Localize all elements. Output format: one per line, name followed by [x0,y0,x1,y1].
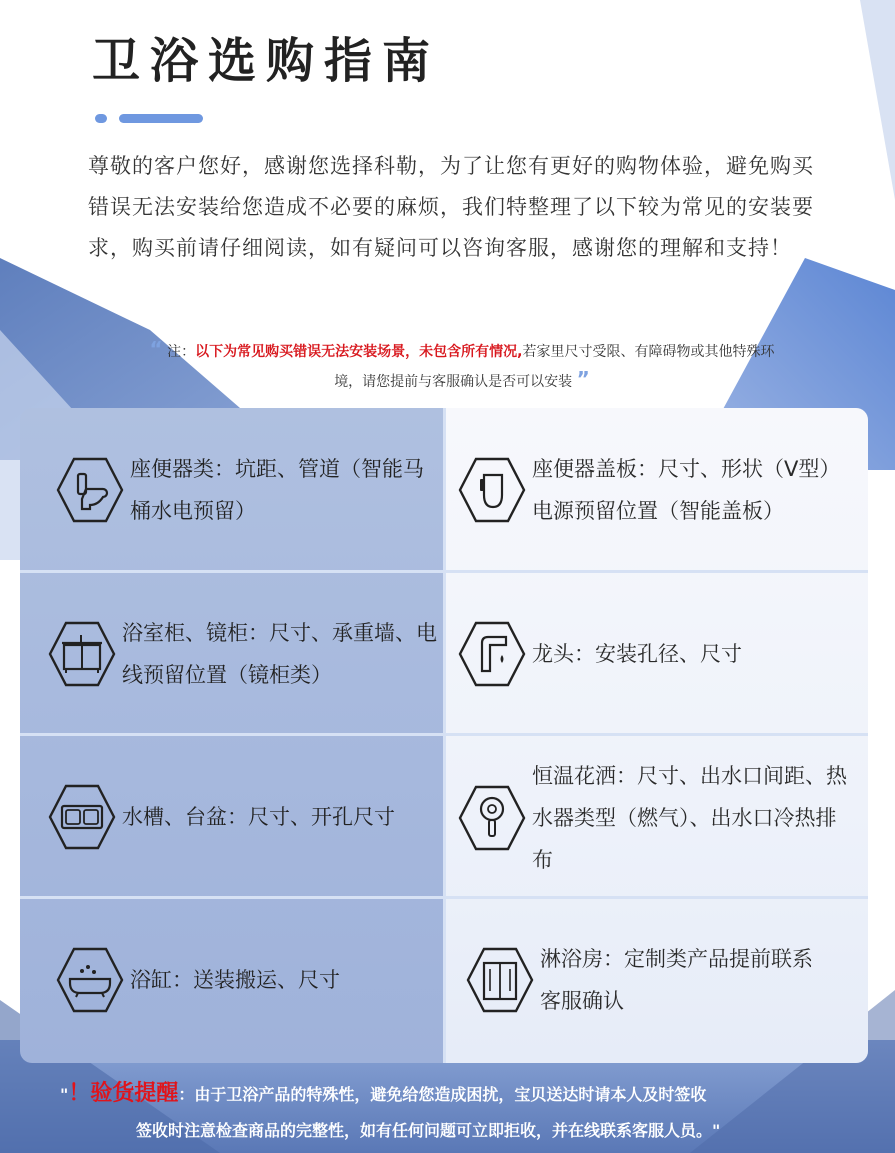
note-highlight: 以下为常见购买错误无法安装场景，未包含所有情况, [195,344,523,360]
card-text: 恒温花洒：尺寸、出水口间距、热水器类型（燃气）、出水口冷热排布 [532,764,847,872]
inspection-reminder [60,1076,890,1149]
page-title: 卫浴选购指南 [92,33,441,89]
card-text: 淋浴房：定制类产品提前联系客服确认 [540,947,813,1013]
faucet-icon [458,621,526,687]
card-shower-head [458,748,860,888]
card-text: 座便器类：坑距、管道（智能马桶水电预留） [130,457,424,523]
card-toilet-seat-cover [458,442,860,538]
grid-divider [20,570,868,573]
install-requirements-grid [20,408,868,1063]
card-text: 龙头：安装孔径、尺寸 [532,642,742,666]
footer-close-quote: " [712,1121,721,1140]
card-sink [48,769,440,865]
grid-divider [20,896,868,899]
open-quote-mark: “ [149,337,163,361]
card-bathtub [56,932,436,1028]
footer-line1: ：由于卫浴产品的特殊性，避免给您造成困扰，宝贝送达时请本人及时签收 [178,1085,707,1104]
card-faucet [458,606,860,702]
card-text: 浴室柜、镜柜：尺寸、承重墙、电线预留位置（镜柜类） [122,621,437,687]
note-label: 注： [167,344,196,360]
card-bathroom-cabinet [48,606,440,702]
card-text: 座便器盖板：尺寸、形状（V型）电源预留位置（智能盖板） [532,457,841,523]
bathtub-icon [56,947,124,1013]
intro-paragraph: 尊敬的客户您好，感谢您选择科勒，为了让您有更好的购物体验，避免购买错误无法安装给您造成不必要的麻烦，我们特整理了以下较为常见的安装要求，购买前请仔细阅读，如有疑问可以咨询客服，感谢您的理解和支持！ [88,154,814,260]
card-text: 浴缸：送装搬运、尺寸 [130,968,340,992]
grid-divider [20,733,868,736]
close-quote-mark: ” [576,367,590,391]
note-rest: 若家里尺寸受限、有障碍物或其他特殊环境，请您提前与客服确认是否可以安装 [334,344,775,390]
footer-open-quote: " [60,1085,69,1104]
shower-room-icon [466,947,534,1013]
note-block [142,336,782,396]
card-text: 水槽、台盆：尺寸、开孔尺寸 [122,805,395,829]
decorative-bar [119,114,203,123]
bathroom-cabinet-icon [48,621,116,687]
toilet-seat-cover-icon [458,457,526,523]
shower-head-icon [458,785,526,851]
card-shower-room [466,932,860,1028]
sink-icon [48,784,116,850]
toilet-icon [56,457,124,523]
warning-label: ！验货提醒 [68,1081,179,1106]
card-toilet [56,442,436,538]
decorative-dot [95,114,107,123]
footer-line2: 签收时注意检查商品的完整性，如有任何问题可立即拒收，并在线联系客服人员。 [136,1121,713,1140]
